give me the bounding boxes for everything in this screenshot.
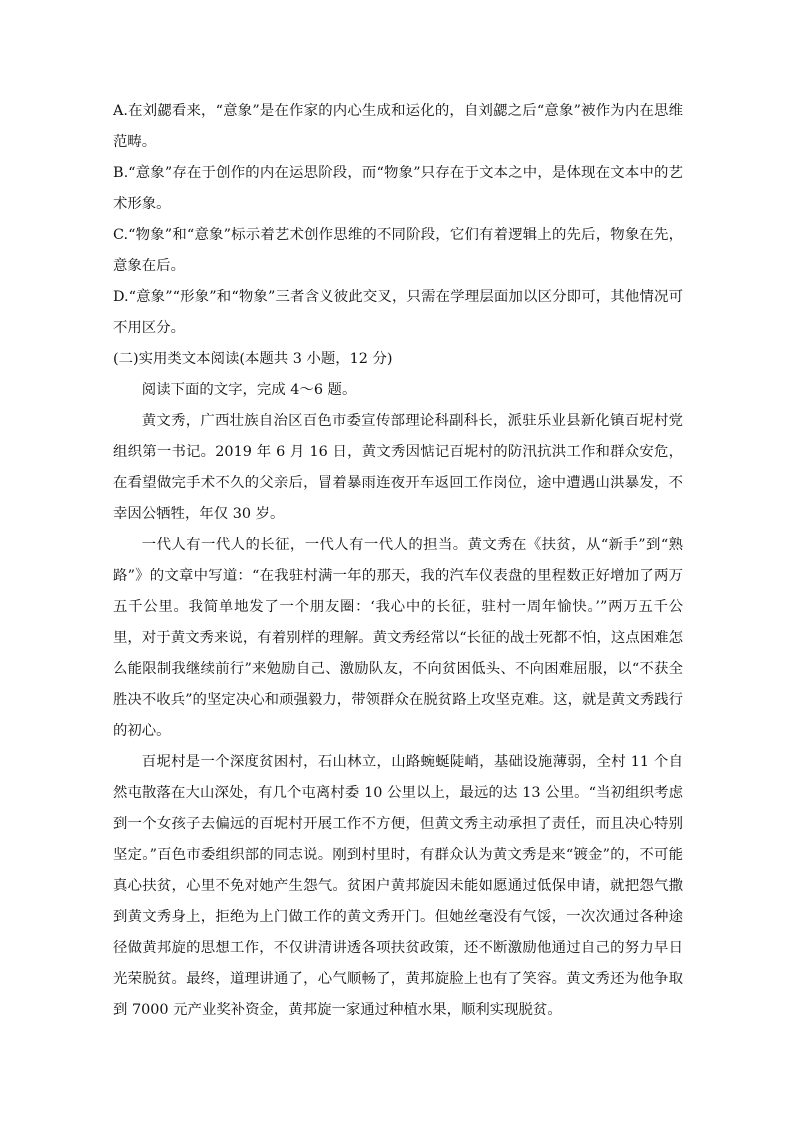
section-heading: (二)实用类文本阅读(本题共 3 小题，12 分) — [113, 351, 393, 367]
passage-paragraph-1: 黄文秀，广西壮族自治区百色市委宣传部理论科副科长，派驻乐业县新化镇百坭村党组织第一书记。2019 年 6 月 16 日，黄文秀因惦记百坭村的防汛抗洪工作和群众安危，在看望做完手术不久的父亲后，冒着暴雨连夜开车返回工作岗位，途中遭遇山洪暴发，不幸因公牺牲，年仅 30 岁。 — [113, 413, 683, 522]
option-a: A.在刘勰看来，“意象”是在作家的内心生成和运化的，自刘勰之后“意象”被作为内在思维范畴。 — [113, 103, 683, 150]
reading-instruction: 阅读下面的文字，完成 4～6 题。 — [141, 382, 357, 398]
option-b: B.“意象”存在于创作的内在运思阶段，而“物象”只存在于文本之中，是体现在文本中的艺术形象。 — [113, 165, 683, 212]
passage-paragraph-3: 百坭村是一个深度贫困村，石山林立，山路蜿蜒陡峭，基础设施薄弱，全村 11 个自然屯散落在大山深处，有几个屯离村委 10 公里以上，最远的达 13 公里。“当初组织考虑到一个女孩子去偏远的百坭村开展工作不方便，但黄文秀主动承担了责任，而且决心特别坚定。”百色市委组织部的同志说。刚到村里时，有群众认为黄文秀是来“镀金”的，不可能真心扶贫，心里不免对她产生怨气。贫困户黄邦旋因未能如愿通过低保申请，就把怨气撒到黄文秀身上，拒绝为上门做工作的黄文秀开门。但她丝毫没有气馁，一次次通过各种途径做黄邦旋的思想工作，不仅讲清讲透各项扶贫政策，还不断激励他通过自己的努力早日光荣脱贫。最终，道理讲通了，心气顺畅了，黄邦旋脸上也有了笑容。黄文秀还为他争取到 7000 元产业奖补资金，黄邦旋一家通过种植水果，顺利实现脱贫。 — [113, 754, 683, 1018]
passage-paragraph-2: 一代人有一代人的长征，一代人有一代人的担当。黄文秀在《扶贫，从“新手”到“熟路”》的文章中写道：“在我驻村满一年的那天，我的汽车仪表盘的里程数正好增加了两万五千公里。我简单地发了一个朋友圈：‘我心中的长征，驻村一周年愉快。’”两万五千公里，对于黄文秀来说，有着别样的理解。黄文秀经常以“长征的战士死都不怕，这点困难怎么能限制我继续前行”来勉励自己、激励队友，不向贫困低头、不向困难屈服，以“不获全胜决不收兵”的坚定决心和顽强毅力，带领群众在脱贫路上攻坚克难。这，就是黄文秀践行的初心。 — [113, 537, 683, 739]
option-c: C.“物象”和“意象”标示着艺术创作思维的不同阶段，它们有着逻辑上的先后，物象在先，意象在后。 — [113, 227, 683, 274]
document-page — [113, 96, 683, 1026]
option-d: D.“意象”“形象”和“物象”三者含义彼此交叉，只需在学理层面加以区分即可，其他情况可不用区分。 — [113, 289, 683, 336]
